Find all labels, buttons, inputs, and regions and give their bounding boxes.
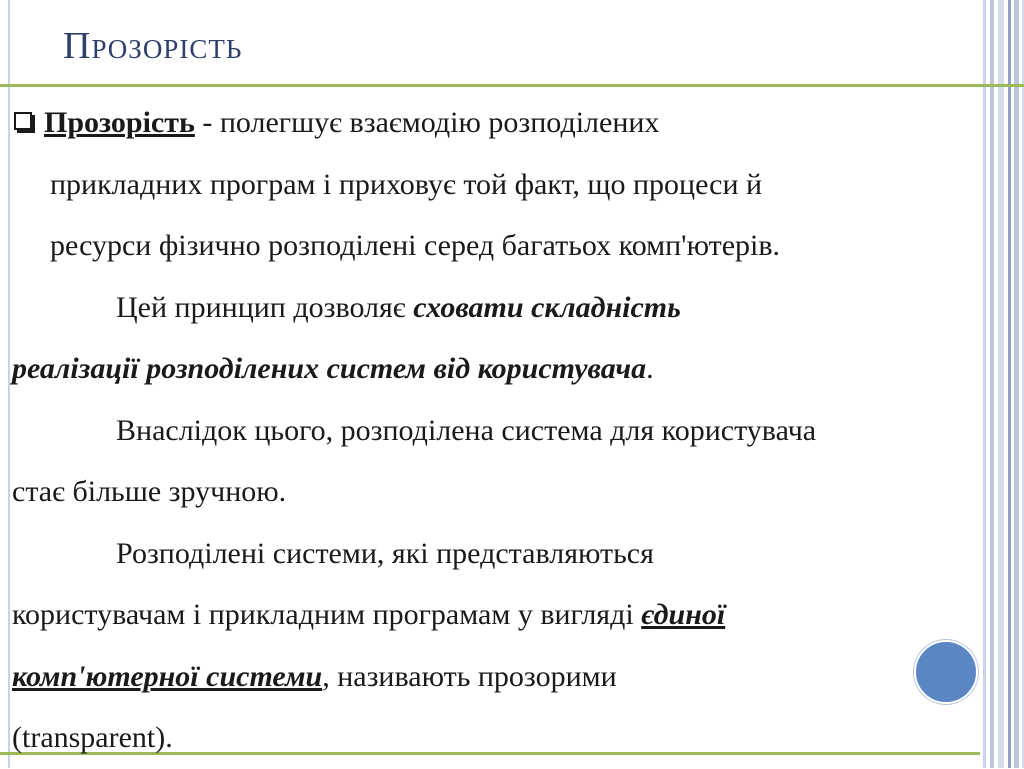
paragraph-3-line-2: стає більше зручною. [12, 475, 287, 508]
paragraph-4-line-1: Розподілені системи, які представляються [116, 536, 654, 570]
bullet-line-2: прикладних програм і приховує той факт, що процеси й [50, 167, 763, 201]
slide-title: Прозорість [63, 25, 243, 67]
slide-body [12, 92, 1022, 769]
bullet-line [12, 92, 1022, 154]
p4-line2-start: користувачам і прикладним програмам у вигляді [12, 598, 642, 631]
p4-line3-rest: , називають прозорими [322, 659, 617, 693]
p2-emphasis-2: реалізації розподілених систем від користувача [12, 352, 647, 385]
p4-emphasis-1: єдиної [641, 598, 726, 631]
paragraph-3-line-1: Внаслідок цього, розподілена система для користувача [116, 413, 817, 447]
top-green-rule [0, 84, 1024, 87]
paragraph-4-line-3 [12, 646, 1022, 708]
blue-circle-icon [914, 640, 978, 704]
left-border [8, 0, 10, 768]
paragraph-2-line-1 [12, 277, 1022, 339]
p2-start: Цей принцип дозволяє [116, 290, 414, 324]
bullet-text: - полегшує взаємодію розподілених [194, 106, 660, 139]
paragraph-4-line-4: (transparent). [12, 721, 173, 754]
bullet-term: Прозорість [44, 106, 195, 139]
p4-emphasis-2: комп'ютерної системи [12, 659, 323, 693]
hollow-square-bullet-icon [14, 112, 32, 130]
paragraph-2-line-2 [12, 338, 1022, 400]
p2-end: . [646, 352, 654, 385]
p2-emphasis-1: сховати складність [413, 290, 681, 324]
bullet-line-3: ресурси фізично розподілені серед багатьох комп'ютерів. [50, 229, 781, 262]
paragraph-4-line-2 [12, 584, 1022, 646]
